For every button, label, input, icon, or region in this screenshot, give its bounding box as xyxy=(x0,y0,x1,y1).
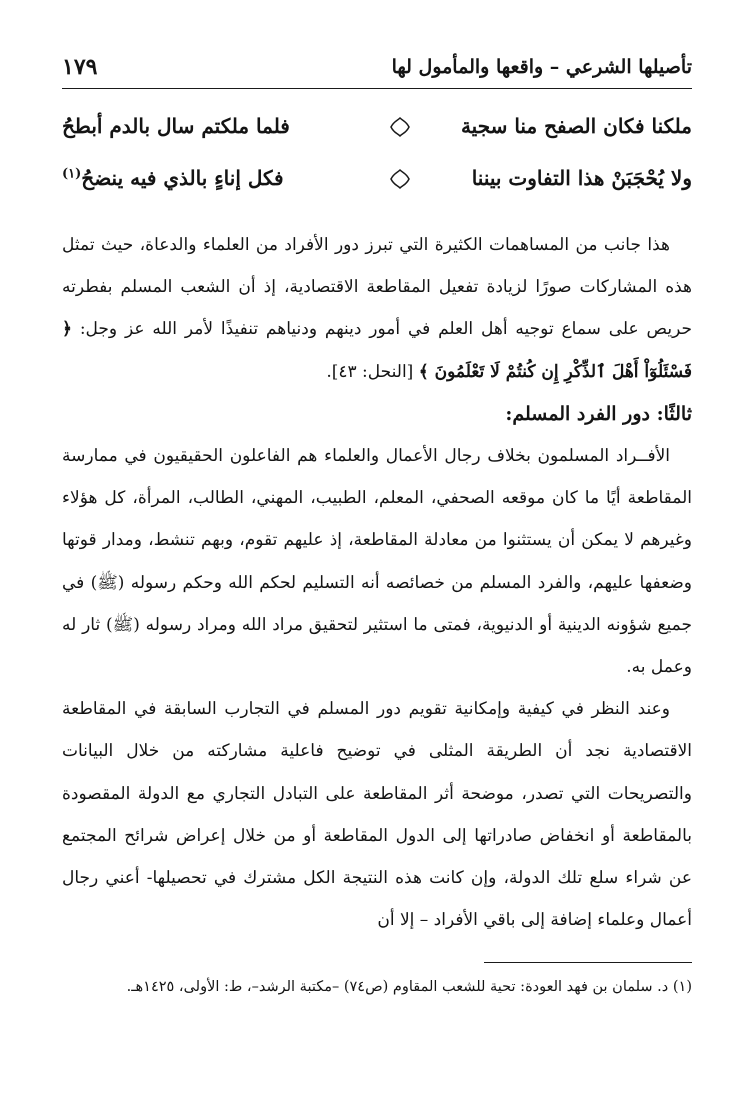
page-number: ١٧٩ xyxy=(62,54,98,80)
paragraph: الأفــراد المسلمون بخلاف رجال الأعمال والعلماء هم الفاعلون الحقيقيون في ممارسة المقاطعة أيًا ما كان موقعه الصحفي، المعلم، الطبيب، المهني، الطالب، المرأة، كل هؤلاء وغيرهم لا يمكن أن يستثنوا من معادلة المقاطعة، إذ عليهم تقوم، وبهم تنشط، ومدار قوتها وضعفها عليهم، والفرد المسلم من خصائصه أنه التسليم لحكم الله وحكم رسوله (ﷺ) في جميع شؤونه الدينية أو الدنيوية، فمتى ما استثير لتحقيق مراد الله ومراد رسوله (ﷺ) ثار له وعمل به. xyxy=(62,446,692,678)
quran-verse: ﴿ فَسْئَلُوٓاْ أَهْلَ ٱلذِّكْرِ إِن كُنتُمْ لَا تَعْلَمُونَ ﴾ xyxy=(62,319,692,382)
paragraph xyxy=(62,224,692,393)
quran-citation: [النحل: ٤٣]. xyxy=(326,361,414,382)
footnote-reference[interactable]: (١) xyxy=(62,166,82,182)
running-title: تأصيلها الشرعي – واقعها والمأمول لها xyxy=(391,56,692,78)
footnote-divider xyxy=(484,962,692,963)
verse-first-hemistich: ولا يُحْجَبَنْ هذا التفاوت بيننا xyxy=(471,166,692,190)
verse-second-hemistich: فلما ملكتم سال بالدم أبطحُ xyxy=(62,114,290,138)
verse-ornament-icon xyxy=(389,168,411,190)
page-header xyxy=(62,50,692,89)
section-heading: ثالثًا: دور الفرد المسلم: xyxy=(505,402,692,425)
paragraph: وعند النظر في كيفية وإمكانية تقويم دور المسلم في التجارب السابقة في المقاطعة الاقتصادية نجد أن الطريقة المثلى في توضيح فاعلية مشاركته من خلال البيانات والتصريحات التي تصدر، موضحة أثر المقاطعة على التبادل التجاري مع الدولة المقصودة بالمقاطعة أو انخفاض صادراتها إلى الدول المقاطعة أو من خلال إعراض شرائح المجتمع عن شراء سلع تلك الدولة، وإن كانت هذه النتيجة الكل مشترك في تحصيلها- أعني رجال أعمال وعلماء إضافة إلى باقي الأفراد – إلا أن xyxy=(62,699,692,931)
main-text xyxy=(62,224,692,941)
verse-line xyxy=(62,160,692,212)
poem-verses xyxy=(62,108,692,212)
footnote: (١) د. سلمان بن فهد العودة: تحية للشعب المقاوم (ص٧٤) –مكتبة الرشد–، ط: الأولى، ١٤٢٥هـ. xyxy=(126,979,692,995)
verse-first-hemistich: ملكنا فكان الصفح منا سجية xyxy=(460,114,692,138)
verse-line xyxy=(62,108,692,160)
verse-second-hemistich xyxy=(62,166,284,190)
paragraph-text: هذا جانب من المساهمات الكثيرة التي تبرز دور الأفراد من العلماء والدعاة، حيث تمثل هذه المشاركات صورًا لزيادة تفعيل المقاطعة الاقتصادية، إذ أن الشعب المسلم بفطرته حريص على سماع توجيه أهل العلم في أمور دينهم ودنياهم تنفيذًا لأمر الله عز وجل: xyxy=(62,235,692,340)
verse-second-hemistich-text: فكل إناءٍ بالذي فيه ينضحُ xyxy=(81,166,284,190)
verse-ornament-icon xyxy=(389,116,411,138)
